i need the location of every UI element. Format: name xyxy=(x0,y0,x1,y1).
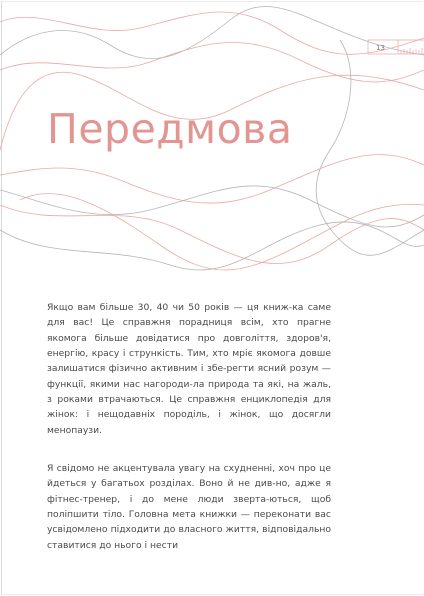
body-paragraph: Я свідомо не акцентувала увагу на схудненні, хоч про це йдеться у багатьох розділах. Воно й не див-но, адже я фітнес-тренер, і до мене люди зверта-ються, щоб поліпшити тіло. Головна мета книжки — переконати вас усвідомлено підходити до власного життя, відповідально ставитися до нього і нести xyxy=(47,463,331,551)
wave-line xyxy=(20,194,424,270)
chapter-title: Передмова xyxy=(47,105,293,153)
wave-line xyxy=(0,205,424,264)
body-paragraph: Якщо вам більше 30, 40 чи 50 років — ця книж-ка саме для вас! Це справжня порадниця всім, хто прагне якомога більше довідатися про довголіття, здоров'я, енергію, красу і стрункість. Тим, хто мріє якомога довше залишатися фізично активним і збе-регти ясний розум — функції, якими нас нагороди-ла природа та які, на жаль, з роками втрачаються. Це справжня енциклопедія для жінок: і нещодавніх породіль, і жінок, що досягли менопаузи. xyxy=(47,302,331,436)
page-number: 13 xyxy=(376,44,385,52)
wave-line xyxy=(0,155,424,203)
wave-line xyxy=(0,6,424,58)
wave-line xyxy=(0,186,424,227)
